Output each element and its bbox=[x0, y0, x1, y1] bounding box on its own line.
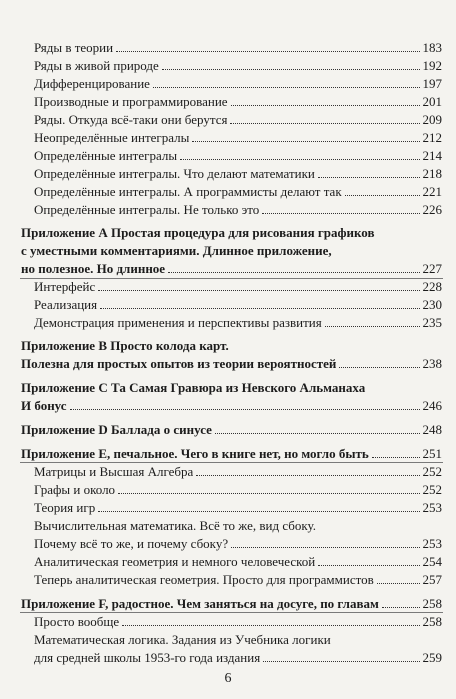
appendix-a-heading-line1: Приложение А Простая процедура для рисования графиков bbox=[21, 225, 375, 240]
leader-dots bbox=[231, 547, 419, 548]
leader-dots bbox=[318, 565, 419, 566]
leader-dots bbox=[215, 433, 420, 434]
leader-dots bbox=[168, 272, 419, 273]
appendix-f-heading: Приложение F, радостное. Чем заняться на досуге, по главам 258 bbox=[21, 596, 442, 611]
leader-dots bbox=[180, 159, 419, 160]
toc-entry: Ряды в теории 183 bbox=[34, 40, 442, 55]
leader-dots bbox=[230, 123, 419, 124]
separator bbox=[20, 612, 443, 613]
leader-dots bbox=[231, 105, 420, 106]
leader-dots bbox=[377, 583, 420, 584]
leader-dots bbox=[192, 141, 419, 142]
appendix-b-heading: Полезна для простых опытов из теории вероятностей 238 bbox=[21, 356, 442, 371]
appendix-d-heading: Приложение D Баллада о синусе 248 bbox=[21, 422, 442, 437]
toc-entry: Определённые интегралы. А программисты делают так 221 bbox=[34, 184, 442, 199]
appendix-e-heading: Приложение E, печальное. Чего в книге нет, но могло быть 251 bbox=[21, 446, 442, 461]
leader-dots bbox=[98, 290, 419, 291]
toc-entry: Неопределённые интегралы 212 bbox=[34, 130, 442, 145]
toc-entry: Ряды в живой природе 192 bbox=[34, 58, 442, 73]
appendix-c-heading-line1: Приложение C Та Самая Гравюра из Невского Альманаха bbox=[21, 380, 366, 395]
appendix-b-heading-line1: Приложение B Просто колода карт. bbox=[21, 338, 229, 353]
toc-entry: Реализация 230 bbox=[34, 297, 442, 312]
leader-dots bbox=[98, 511, 419, 512]
appendix-a-heading: но полезное. Но длинное 227 bbox=[21, 261, 442, 276]
leader-dots bbox=[263, 661, 419, 662]
leader-dots bbox=[162, 69, 420, 70]
toc-entry: Теория игр 253 bbox=[34, 500, 442, 515]
leader-dots bbox=[196, 475, 419, 476]
leader-dots bbox=[118, 493, 419, 494]
toc-entry: Графы и около 252 bbox=[34, 482, 442, 497]
leader-dots bbox=[70, 409, 420, 410]
leader-dots bbox=[345, 195, 420, 196]
leader-dots bbox=[262, 213, 419, 214]
toc-entry-line1: Математическая логика. Задания из Учебника логики bbox=[34, 632, 331, 647]
page-number: 6 bbox=[224, 671, 232, 686]
toc-entry: Демонстрация применения и перспективы развития 235 bbox=[34, 315, 442, 330]
appendix-c-heading: И бонус 246 bbox=[21, 398, 442, 413]
appendix-a-heading-line2: с уместными комментариями. Длинное приложение, bbox=[21, 243, 332, 258]
separator bbox=[20, 462, 443, 463]
leader-dots bbox=[116, 51, 419, 52]
leader-dots bbox=[318, 177, 420, 178]
toc-entry: Почему всё то же, и почему сбоку? 253 bbox=[34, 536, 442, 551]
toc-entry: Производные и программирование 201 bbox=[34, 94, 442, 109]
toc-entry: Определённые интегралы. Не только это 226 bbox=[34, 202, 442, 217]
toc-entry: Теперь аналитическая геометрия. Просто для программистов 257 bbox=[34, 572, 442, 587]
toc-entry: Определённые интегралы. Что делают математики 218 bbox=[34, 166, 442, 181]
leader-dots bbox=[153, 87, 420, 88]
leader-dots bbox=[122, 625, 419, 626]
leader-dots bbox=[339, 367, 419, 368]
toc-entry: Матрицы и Высшая Алгебра 252 bbox=[34, 464, 442, 479]
toc-entry: Определённые интегралы 214 bbox=[34, 148, 442, 163]
leader-dots bbox=[100, 308, 419, 309]
toc-entry: для средней школы 1953-го года издания 259 bbox=[34, 650, 442, 665]
toc-entry: Интерфейс 228 bbox=[34, 279, 442, 294]
toc-entry: Просто вообще 258 bbox=[34, 614, 442, 629]
toc-entry: Аналитическая геометрия и немного человеческой 254 bbox=[34, 554, 442, 569]
toc-entry: Дифференцирование 197 bbox=[34, 76, 442, 91]
leader-dots bbox=[382, 607, 420, 608]
leader-dots bbox=[372, 457, 420, 458]
toc-entry: Ряды. Откуда всё-таки они берутся 209 bbox=[34, 112, 442, 127]
leader-dots bbox=[325, 326, 420, 327]
toc-entry-line1: Вычислительная математика. Всё то же, вид сбоку. bbox=[34, 518, 316, 533]
